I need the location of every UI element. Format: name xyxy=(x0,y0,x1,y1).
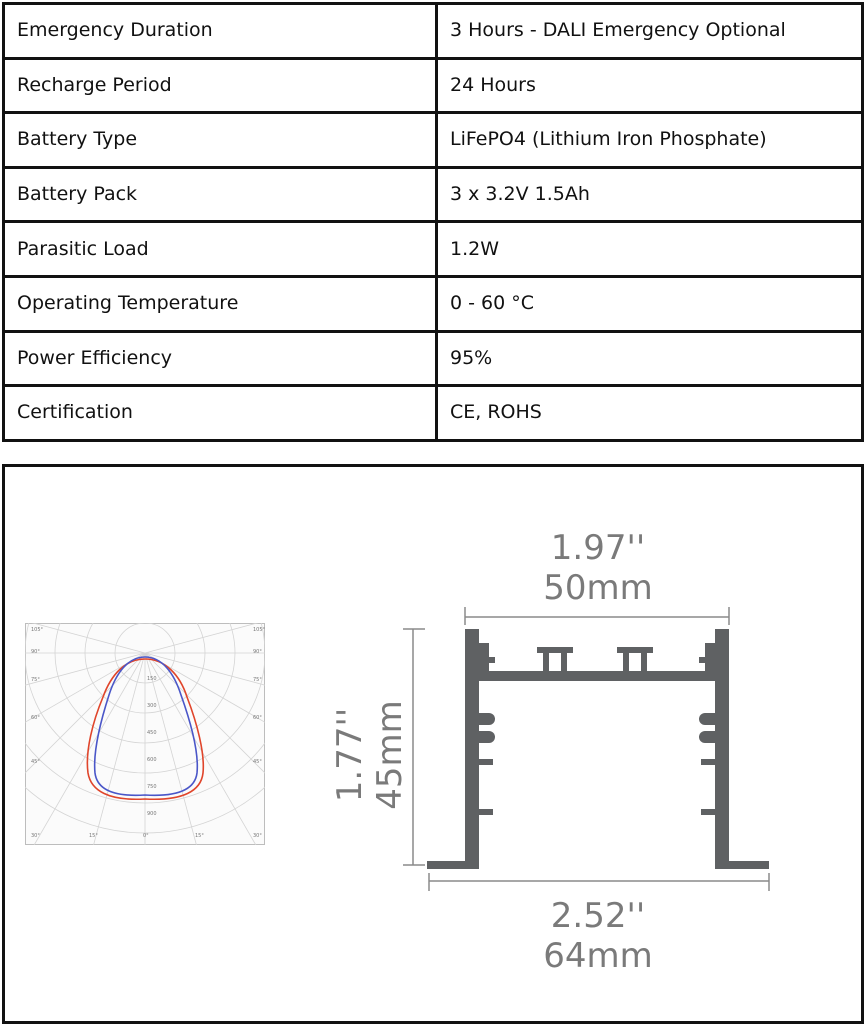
side-dimension-text xyxy=(330,700,410,810)
spec-row xyxy=(4,222,863,277)
spec-value: 1.2W xyxy=(437,222,863,277)
spec-value: CE, ROHS xyxy=(437,386,863,441)
polar-angle-label: 60° xyxy=(31,715,40,721)
polar-angle-label: 75° xyxy=(253,677,262,683)
spec-row xyxy=(4,331,863,386)
spec-row xyxy=(4,386,863,441)
spec-value: 0 - 60 °C xyxy=(437,276,863,331)
bottom-dimension-line xyxy=(429,873,769,891)
spec-value: 24 Hours xyxy=(437,58,863,113)
spec-row xyxy=(4,58,863,113)
polar-angle-label: 105° xyxy=(31,627,44,633)
profile-drawing-svg xyxy=(315,517,785,997)
spec-label: Certification xyxy=(4,386,437,441)
spec-row xyxy=(4,276,863,331)
polar-radial-label: 900 xyxy=(147,811,157,817)
polar-angle-label: 30° xyxy=(31,833,40,839)
polar-angle-label: 0° xyxy=(143,833,149,839)
spec-label: Emergency Duration xyxy=(4,4,437,59)
top-dimension-inch: 1.97'' xyxy=(550,528,646,568)
polar-diagram xyxy=(25,623,265,845)
polar-angle-label: 30° xyxy=(253,833,262,839)
spec-label: Battery Pack xyxy=(4,167,437,222)
polar-angle-label: 45° xyxy=(31,759,40,765)
spec-label: Power Efficiency xyxy=(4,331,437,386)
polar-angle-label: 15° xyxy=(195,833,204,839)
spec-value: 3 x 3.2V 1.5Ah xyxy=(437,167,863,222)
polar-angle-label: 90° xyxy=(253,649,262,655)
aluminium-profile xyxy=(427,629,769,869)
polar-angle-label: 15° xyxy=(89,833,98,839)
spec-table xyxy=(2,2,864,442)
bottom-dimension-inch: 2.52'' xyxy=(550,896,646,936)
bottom-dimension-mm: 64mm xyxy=(543,936,653,976)
spec-row xyxy=(4,4,863,59)
polar-angle-label: 45° xyxy=(253,759,262,765)
polar-angle-label: 90° xyxy=(31,649,40,655)
spec-value: 95% xyxy=(437,331,863,386)
spec-row xyxy=(4,167,863,222)
polar-radial-label: 600 xyxy=(147,757,157,763)
spec-label: Operating Temperature xyxy=(4,276,437,331)
polar-radial-label: 150 xyxy=(147,676,157,682)
polar-radial-label: 750 xyxy=(147,784,157,790)
spec-label: Battery Type xyxy=(4,113,437,168)
profile-drawing xyxy=(315,517,785,997)
polar-radial-label: 300 xyxy=(147,703,157,709)
spec-value: LiFePO4 (Lithium Iron Phosphate) xyxy=(437,113,863,168)
spec-label: Parasitic Load xyxy=(4,222,437,277)
drawing-panel xyxy=(2,464,864,1024)
top-dimension-mm: 50mm xyxy=(543,568,653,608)
top-dimension-line xyxy=(465,607,729,625)
polar-angle-label: 105° xyxy=(253,627,265,633)
polar-radial-label: 450 xyxy=(147,730,157,736)
polar-diagram-svg xyxy=(25,623,265,845)
spec-value: 3 Hours - DALI Emergency Optional xyxy=(437,4,863,59)
polar-angle-label: 75° xyxy=(31,677,40,683)
side-dimension-inch: 1.77'' xyxy=(330,707,370,803)
polar-angle-label: 60° xyxy=(253,715,262,721)
spec-row xyxy=(4,113,863,168)
side-dimension-mm: 45mm xyxy=(370,700,410,810)
spec-label: Recharge Period xyxy=(4,58,437,113)
